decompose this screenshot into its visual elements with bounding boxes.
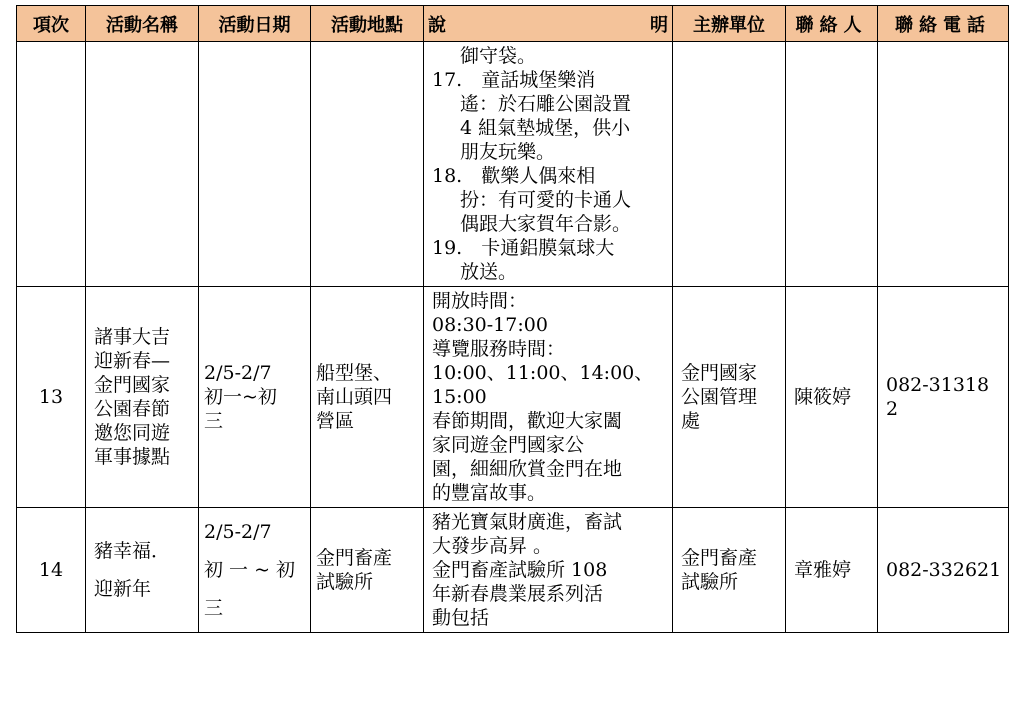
cell-phone: [878, 42, 1009, 287]
header-organizer: 主辦單位: [673, 6, 786, 42]
name-line: 公園春節: [94, 398, 171, 420]
place-line: 南山頭四: [316, 386, 393, 408]
header-contact: 聯絡人: [786, 6, 878, 42]
cell-organizer: [673, 508, 786, 633]
desc-line: 18. 歡樂人偶來相: [432, 165, 596, 187]
header-date: 活動日期: [199, 6, 311, 42]
header-description: [424, 6, 673, 42]
desc-line: 動包括: [432, 607, 490, 629]
header-name: 活動名稱: [86, 6, 199, 42]
desc-line: 19. 卡通鋁膜氣球大: [432, 237, 615, 259]
date-line: 初一~初: [204, 386, 277, 408]
organizer-line: 試驗所: [681, 571, 739, 593]
desc-line: 4 組氣墊城堡，供小: [460, 117, 631, 139]
description-lines: [432, 44, 667, 284]
cell-place: [311, 287, 424, 508]
phone-line: 082-31318: [886, 374, 990, 396]
table-row: [17, 508, 1009, 633]
phone-line: 082-332621: [886, 559, 1002, 581]
desc-line: 17. 童話城堡樂消: [432, 69, 596, 91]
desc-line: 扮：有可愛的卡通人: [460, 189, 632, 211]
desc-line: 的豐富故事。: [432, 482, 547, 504]
cell-contact: 陳筱婷: [786, 287, 878, 508]
desc-line: 豬光寶氣財廣進，畜試: [432, 511, 623, 533]
cell-contact: [786, 42, 878, 287]
cell-no: 14: [17, 508, 86, 633]
desc-line: 偶跟大家賀年合影。: [460, 213, 632, 235]
cell-organizer: [673, 287, 786, 508]
header-desc-right: 明: [650, 14, 668, 36]
organizer-line: 公園管理: [681, 386, 758, 408]
cell-date: [199, 42, 311, 287]
place-line: 金門畜產: [316, 547, 393, 569]
cell-description: [424, 287, 673, 508]
desc-line: 御守袋。: [460, 45, 537, 67]
cell-place: [311, 508, 424, 633]
header-row: [17, 6, 1009, 42]
desc-line: 朋友玩樂。: [460, 141, 556, 163]
organizer-line: 處: [681, 410, 701, 432]
phone-line: 2: [886, 398, 899, 420]
date-line: 三: [204, 410, 224, 432]
table-row-continued: [17, 42, 1009, 287]
cell-place: [311, 42, 424, 287]
cell-description: [424, 42, 673, 287]
cell-phone: [878, 287, 1009, 508]
cell-date: [199, 287, 311, 508]
cell-name: [86, 287, 199, 508]
date-line: 三: [204, 597, 224, 619]
header-place: 活動地點: [311, 6, 424, 42]
desc-line: 開放時間：: [432, 290, 528, 312]
cell-no: 13: [17, 287, 86, 508]
name-line: 軍事據點: [94, 446, 171, 468]
desc-line: 園，細細欣賞金門在地: [432, 458, 623, 480]
desc-line: 大發步高昇 。: [432, 535, 553, 557]
cell-name: [86, 42, 199, 287]
name-line: 諸事大吉: [94, 326, 171, 348]
place-line: 船型堡、: [316, 362, 393, 384]
place-line: 營區: [316, 410, 355, 432]
cell-organizer: [673, 42, 786, 287]
header-no: 項次: [17, 6, 86, 42]
desc-line: 家同遊金門國家公: [432, 434, 585, 456]
cell-phone: [878, 508, 1009, 633]
place-line: 試驗所: [316, 571, 374, 593]
desc-line: 金門畜產試驗所 108: [432, 559, 608, 581]
organizer-line: 金門畜產: [681, 547, 758, 569]
name-line: 迎新春—: [94, 350, 171, 372]
desc-line: 10:00、11:00、14:00、: [432, 362, 654, 384]
desc-line: 放送。: [460, 261, 518, 283]
desc-line: 15:00: [432, 386, 487, 408]
cell-no: [17, 42, 86, 287]
table-row: [17, 287, 1009, 508]
header-desc-left: 說: [428, 14, 446, 36]
desc-line: 春節期間，歡迎大家闔: [432, 410, 623, 432]
cell-date: [199, 508, 311, 633]
organizer-line: 金門國家: [681, 362, 758, 384]
name-line: 豬幸福．: [94, 540, 171, 562]
cell-contact: 章雅婷: [786, 508, 878, 633]
events-table: [16, 5, 1009, 633]
desc-line: 08:30-17:00: [432, 314, 548, 336]
name-line: 邀您同遊: [94, 422, 171, 444]
desc-line: 導覽服務時間：: [432, 338, 566, 360]
name-line: 迎新年: [94, 578, 152, 600]
date-line: 2/5-2/7: [204, 362, 272, 384]
desc-line: 年新春農業展系列活: [432, 583, 604, 605]
header-phone: 聯絡電話: [878, 6, 1009, 42]
desc-line: 遙：於石雕公園設置: [460, 93, 632, 115]
cell-name: [86, 508, 199, 633]
name-line: 金門國家: [94, 374, 171, 396]
date-line: 2/5-2/7: [204, 521, 272, 543]
cell-description: [424, 508, 673, 633]
date-line: 初 一 ~ 初: [204, 559, 296, 581]
